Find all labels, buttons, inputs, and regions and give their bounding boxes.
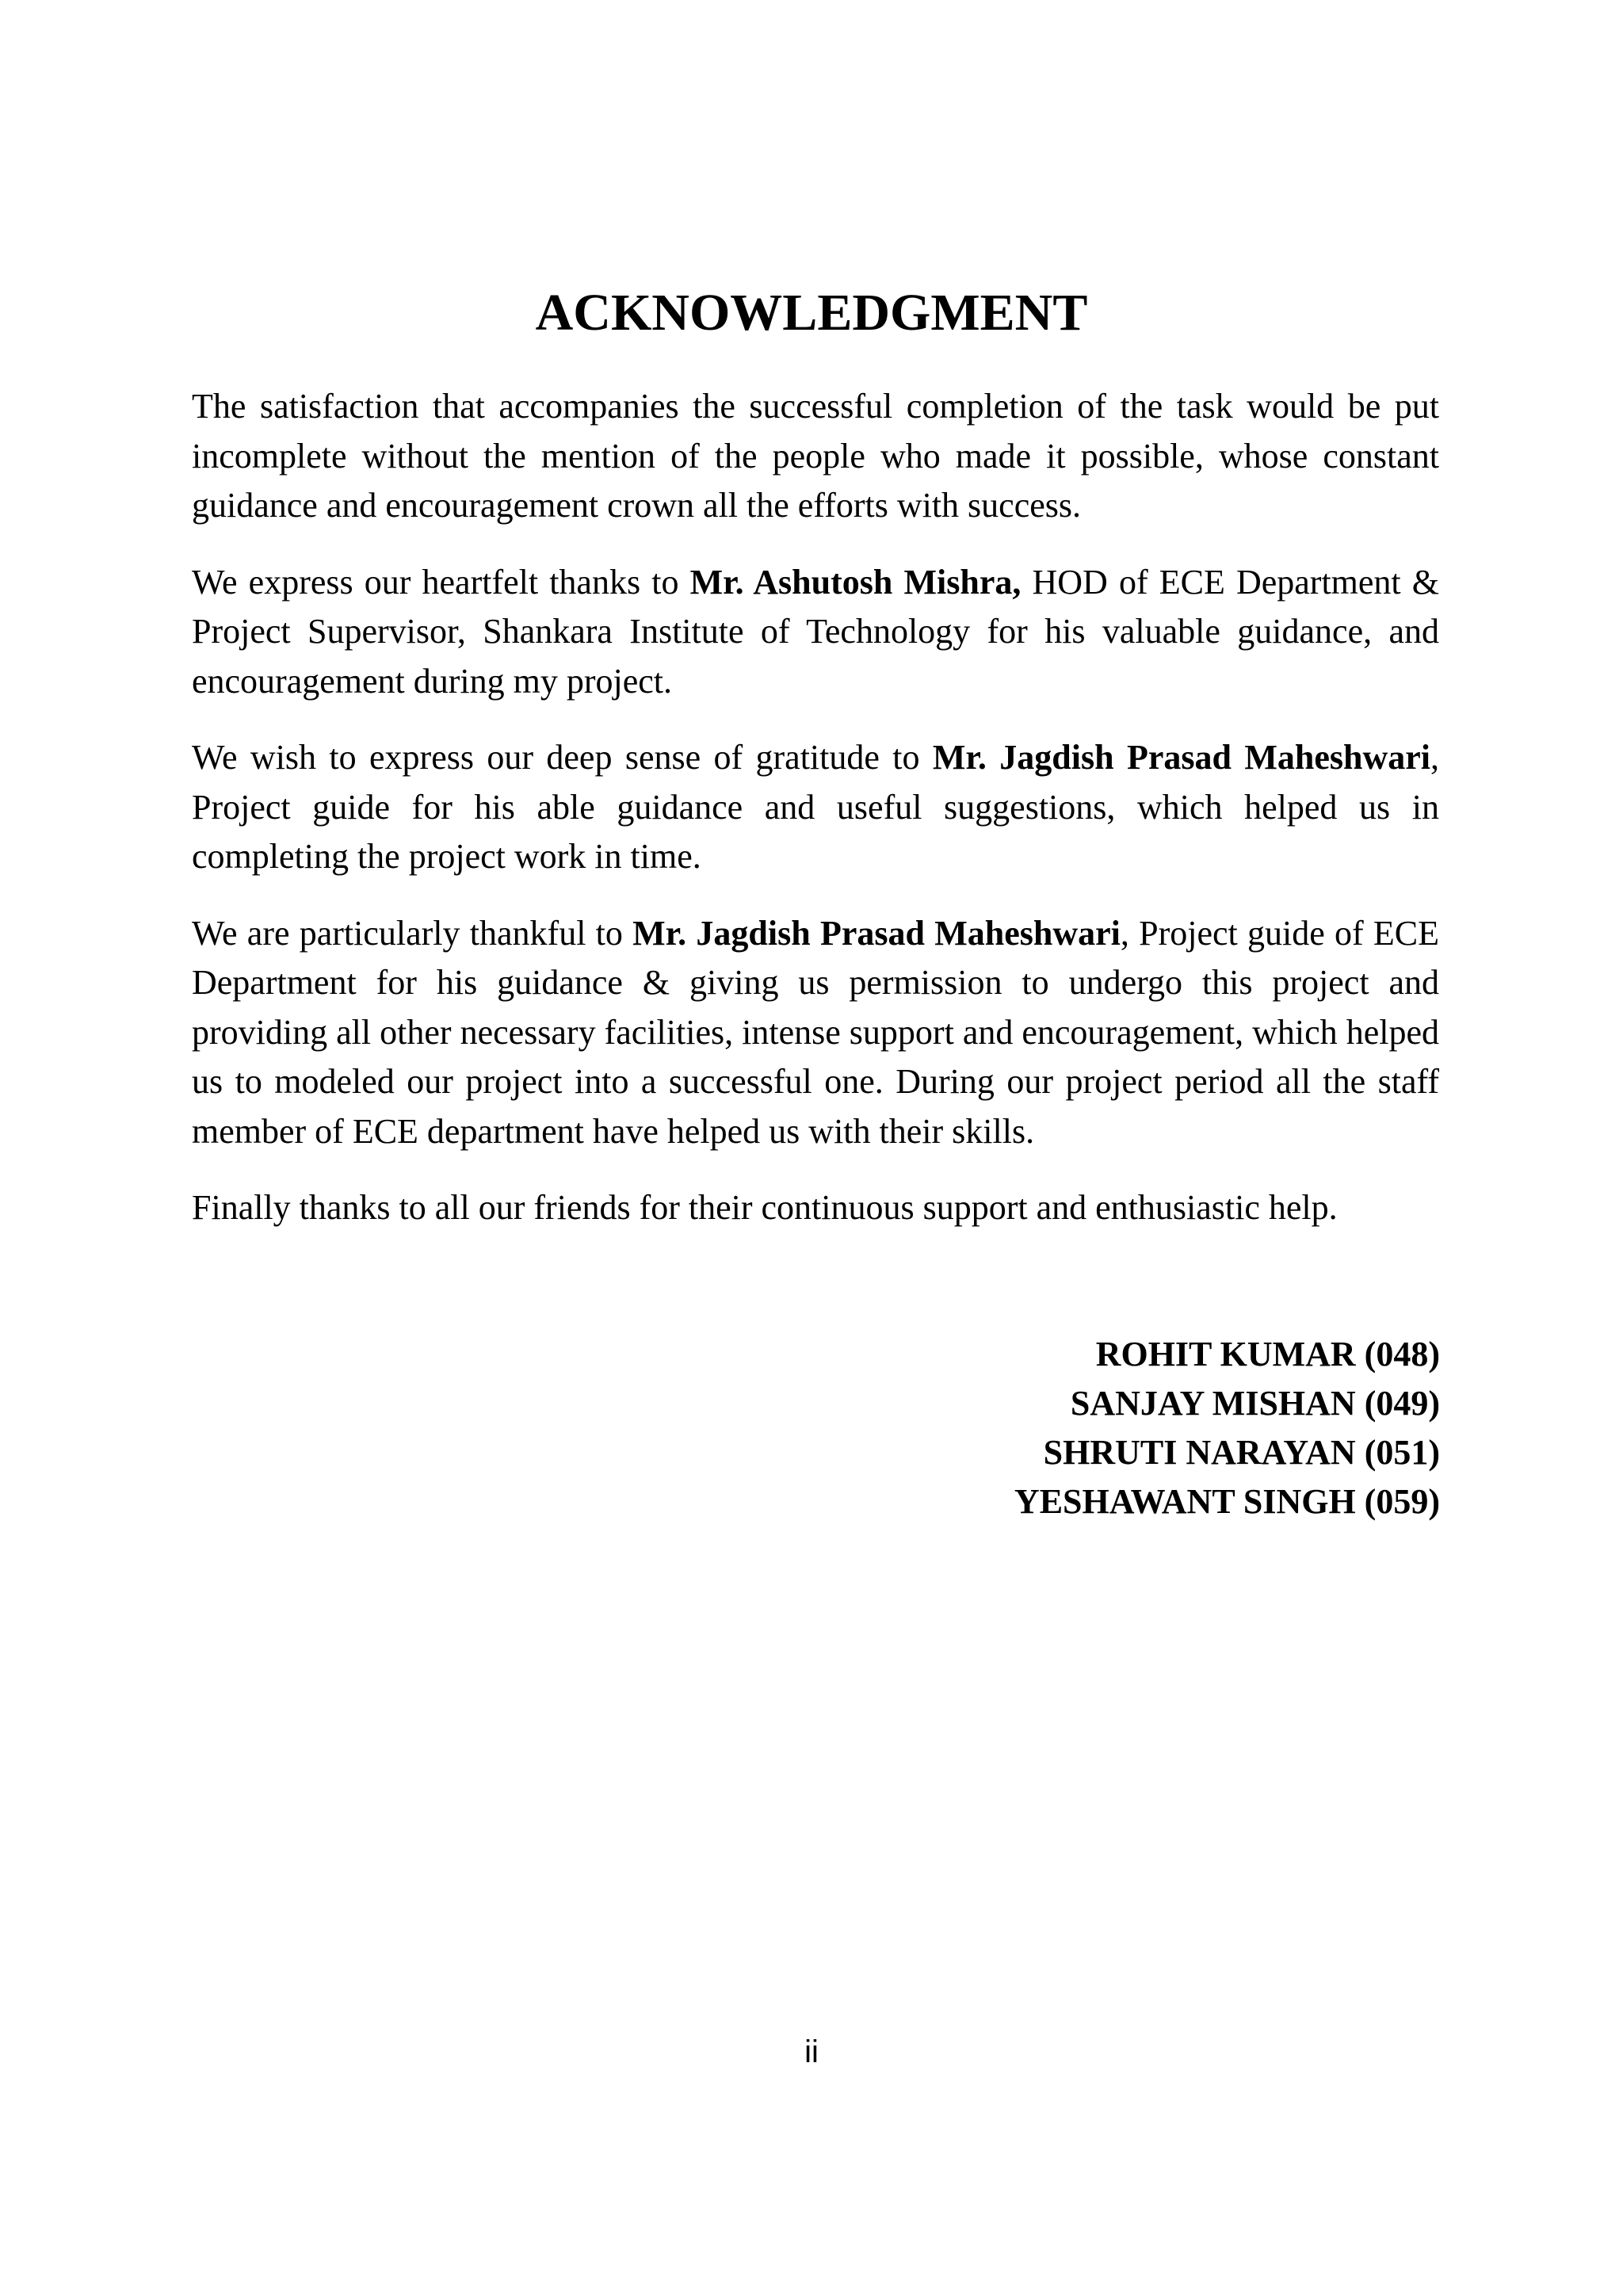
person-name-guide: Mr. Jagdish Prasad Maheshwari <box>632 913 1121 953</box>
person-name-guide: Mr. Jagdish Prasad Maheshwari <box>932 738 1430 777</box>
paragraph-text: , Project guide of ECE Department for his guidance & giving us permission to undergo this project and providing all other necessary facilities, intense support and encouragement, which helped us to modeled our project into a successful one. During our project period all the staff member of ECE department have helped us with their skills. <box>192 913 1439 1151</box>
paragraph-thanks-hod <box>192 558 1439 707</box>
paragraph-thankful-guide <box>192 909 1439 1157</box>
paragraph-text: We are particularly thankful to <box>192 913 633 953</box>
person-name-hod: Mr. Ashutosh Mishra, <box>689 562 1022 602</box>
signature-name: SHRUTI NARAYAN (051) <box>1043 1433 1440 1472</box>
paragraph-satisfaction: The satisfaction that accompanies the successful completion of the task would be put incomplete without the mention of the people who made it possible, whose constant guidance and encouragement crown all the efforts with success. <box>192 387 1439 525</box>
paragraph-text: HOD of ECE Department & Project Supervisor, Shankara Institute of Technology for his valuable guidance, and encouragement during my project. <box>192 562 1439 701</box>
paragraph-gratitude-guide <box>192 733 1439 882</box>
signature-block <box>1014 1330 1440 1526</box>
signature-name: SANJAY MISHAN (049) <box>1070 1384 1440 1423</box>
paragraph-text: We wish to express our deep sense of gratitude to <box>192 738 933 777</box>
paragraph-text: , Project guide for his able guidance and useful suggestions, which helped us in completing the project work in time. <box>192 738 1439 876</box>
paragraph-friends: Finally thanks to all our friends for their continuous support and enthusiastic help. <box>192 1188 1338 1227</box>
page-title: ACKNOWLEDGMENT <box>535 284 1088 342</box>
signature-name: ROHIT KUMAR (048) <box>1095 1335 1440 1373</box>
paragraph-text: We express our heartfelt thanks to <box>192 562 690 602</box>
signature-name: YESHAWANT SINGH (059) <box>1014 1482 1440 1521</box>
acknowledgment-body <box>192 382 1439 1260</box>
page-number: ii <box>804 2034 819 2069</box>
